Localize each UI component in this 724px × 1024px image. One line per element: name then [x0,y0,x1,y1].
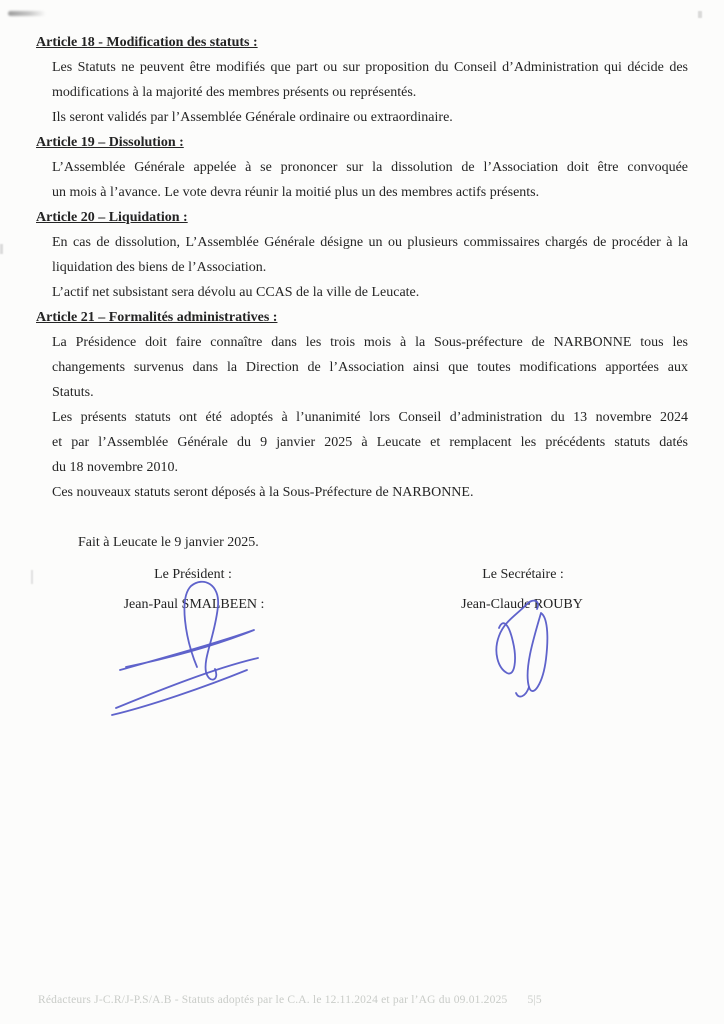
article-20-heading: Article 20 – Liquidation : [36,210,188,225]
scan-smudge-artifact [8,11,46,16]
paragraph-line: liquidation des biens de l’Association. [52,260,267,275]
paragraph-line: La Présidence doit faire connaître dans les trois mois à la Sous-préfecture de NARBONNE tous les [52,335,688,350]
paragraph-line: Les Statuts ne peuvent être modifiés que part ou sur proposition du Conseil d’Administration qui décide des [52,60,688,75]
place-date-line: Fait à Leucate le 9 janvier 2025. [78,535,259,550]
paragraph-line: changements survenus dans la Direction de l’Association ainsi que toutes modifications apportées aux [52,360,688,375]
paragraph-line: En cas de dissolution, L’Assemblée Générale désigne un ou plusieurs commissaires chargés de procéder à la [52,235,688,250]
paragraph-line: et par l’Assemblée Générale du 9 janvier 2025 à Leucate et remplacent les précédents statuts datés [52,435,688,450]
article-18-heading: Article 18 - Modification des statuts : [36,35,258,50]
scan-mark-artifact [698,11,702,18]
paragraph-line: L’actif net subsistant sera dévolu au CCAS de la ville de Leucate. [52,285,420,300]
scan-tick-artifact [0,244,3,254]
paragraph-line: modifications à la majorité des membres présents ou représentés. [52,85,417,100]
footer-text: Rédacteurs J-C.R/J-P.S/A.B - Statuts adoptés par le C.A. le 12.11.2024 et par l’AG du 09.01.2025 [38,994,508,1006]
paragraph-line: Ces nouveaux statuts seront déposés à la Sous-Préfecture de NARBONNE. [52,485,474,500]
president-name: Jean-Paul SMALBEEN : [123,597,265,612]
president-title: Le Président : [154,567,232,582]
article-21-heading: Article 21 – Formalités administratives : [36,310,278,325]
page-footer [38,994,698,1006]
paragraph-line: L’Assemblée Générale appelée à se prononcer sur la dissolution de l’Association doit être convoquée [52,160,688,175]
paragraph-line: Les présents statuts ont été adoptés à l’unanimité lors Conseil d’administration du 13 novembre 2024 [52,410,688,425]
paragraph-line: un mois à l’avance. Le vote devra réunir la moitié plus un des membres actifs présents. [52,185,540,200]
scan-tick-artifact [31,570,33,584]
paragraph-line: Ils seront validés par l’Assemblée Générale ordinaire ou extraordinaire. [52,110,453,125]
footer-page-number: 5|5 [527,994,542,1006]
paragraph-line: du 18 novembre 2010. [52,460,178,475]
article-19-heading: Article 19 – Dissolution : [36,135,184,150]
secretary-title: Le Secrétaire : [482,567,564,582]
paragraph-line: Statuts. [52,385,94,400]
secretary-name: Jean-Claude ROUBY [461,597,583,612]
document-body [36,30,688,505]
signatures-layer [0,560,724,740]
